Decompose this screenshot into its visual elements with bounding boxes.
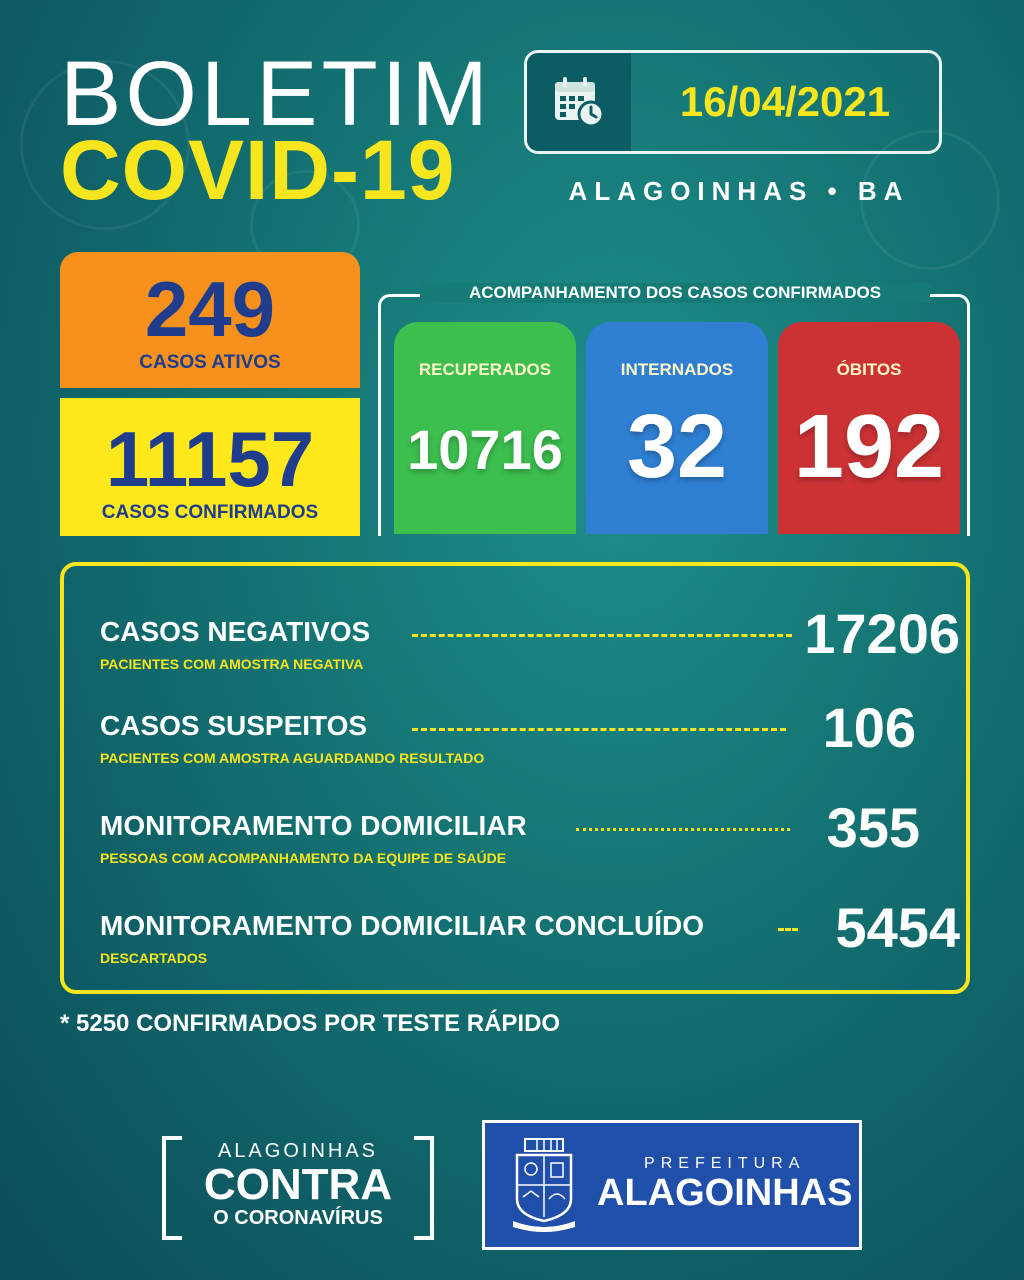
hospitalized-value: 32 (626, 397, 728, 497)
recovered-value: 10716 (407, 418, 563, 481)
title-boletim: BOLETIM (60, 43, 492, 145)
active-cases-card (60, 252, 360, 388)
detail-title: CASOS SUSPEITOS (100, 710, 368, 741)
confirmed-cases-card (60, 398, 360, 536)
detail-value: 5454 (835, 896, 960, 959)
logo-contra-top: ALAGOINHAS (217, 1140, 379, 1162)
dotted-leader (412, 728, 786, 731)
alagoinhas-contra-coronavirus-logo (162, 1136, 434, 1240)
prefeitura-logo (482, 1120, 862, 1250)
active-cases-value: 249 (144, 265, 276, 353)
detail-subtitle: DESCARTADOS (100, 950, 208, 966)
detail-value: 355 (826, 796, 920, 859)
detail-title: MONITORAMENTO DOMICILIAR CONCLUÍDO (100, 910, 705, 941)
detail-value: 106 (822, 696, 916, 759)
deaths-label: ÓBITOS (836, 360, 902, 379)
recovered-card (394, 322, 576, 534)
detail-subtitle: PACIENTES COM AMOSTRA NEGATIVA (100, 656, 364, 672)
calendar-clock-icon (527, 53, 631, 151)
detail-value: 17206 (804, 602, 960, 665)
dotted-leader (576, 828, 790, 831)
hospitalized-card (586, 322, 768, 534)
recovered-label: RECUPERADOS (418, 360, 552, 379)
bracket-right (414, 1136, 434, 1240)
location-label: ALAGOINHAS • BA (568, 176, 910, 206)
logo-contra-bottom: O CORONAVÍRUS (213, 1207, 383, 1229)
confirmed-cases-value: 11157 (105, 415, 315, 503)
prefeitura-text (597, 1155, 852, 1215)
logo-contra-main: CONTRA (203, 1160, 393, 1209)
tracking-title: ACOMPANHAMENTO DOS CASOS CONFIRMADOS (420, 283, 930, 303)
detail-subtitle: PACIENTES COM AMOSTRA AGUARDANDO RESULTADO (100, 750, 485, 766)
prefeitura-main: ALAGOINHAS (597, 1172, 853, 1215)
city-crest-icon (509, 1137, 579, 1233)
detail-title: MONITORAMENTO DOMICILIAR (100, 810, 527, 841)
detail-subtitle: PESSOAS COM ACOMPANHAMENTO DA EQUIPE DE SAÚDE (100, 850, 507, 866)
dotted-leader (778, 928, 798, 931)
active-cases-label: CASOS ATIVOS (139, 352, 281, 373)
dotted-leader (412, 634, 792, 637)
deaths-value: 192 (793, 397, 945, 497)
title-covid: COVID-19 (60, 123, 456, 217)
confirmed-cases-label: CASOS CONFIRMADOS (101, 502, 319, 523)
hospitalized-label: INTERNADOS (620, 360, 734, 379)
detail-title: CASOS NEGATIVOS (100, 616, 371, 647)
bracket-left (162, 1136, 182, 1240)
deaths-card (778, 322, 960, 534)
date-box (524, 50, 942, 154)
prefeitura-top: PREFEITURA (644, 1155, 806, 1173)
bulletin-date: 16/04/2021 (679, 78, 891, 125)
footnote: * 5250 CONFIRMADOS POR TESTE RÁPIDO (60, 1010, 561, 1037)
